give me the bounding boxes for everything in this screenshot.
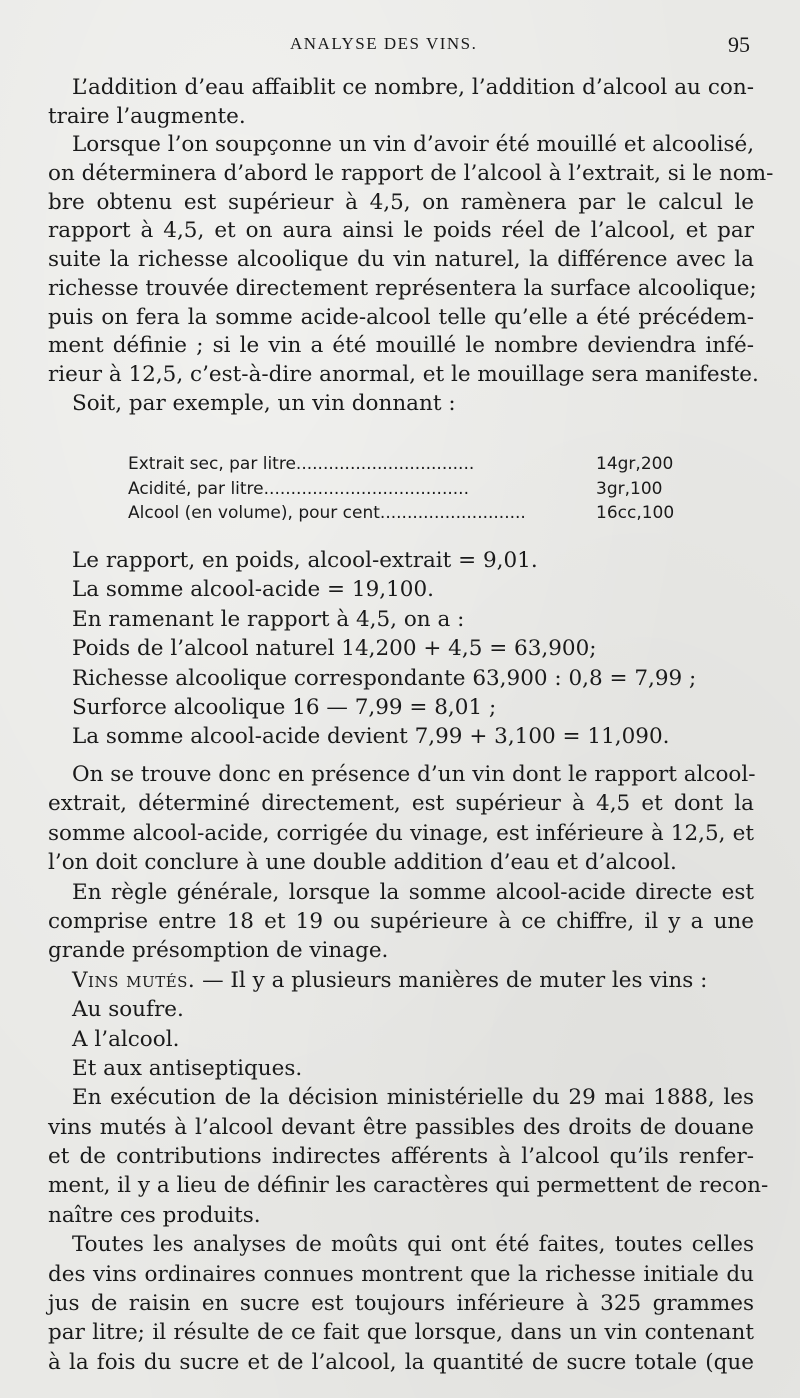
calc-line: En ramenant le rapport à 4,5, on a : (72, 606, 465, 632)
text-line: En exécution de la décision ministérielle du 29 mai 1888, les (72, 1085, 754, 1111)
text-line: L’addition d’eau affaiblit ce nombre, l’addition d’alcool au con- (72, 75, 754, 100)
text-line: Soit, par exemple, un vin donnant : (72, 390, 456, 416)
calc-line: La somme alcool-acide devient 7,99 + 3,100 = 11,090. (72, 724, 670, 750)
calc-line: Richesse alcoolique correspondante 63,900 : 0,8 = 7,99 ; (72, 665, 697, 691)
table-value: 14gr,200 (596, 454, 674, 474)
list-item: Et aux antiseptiques. (72, 1055, 303, 1081)
text-line: naître ces produits. (48, 1202, 261, 1228)
text-line (48, 966, 754, 995)
page-header (0, 34, 800, 62)
text-line: traire l’augmente. (48, 103, 246, 129)
text-block-bottom (48, 760, 769, 1377)
text-line: l’on doit conclure à une double addition d’eau et d’alcool. (48, 850, 677, 876)
calc-line: Le rapport, en poids, alcool-extrait = 9,01. (72, 548, 538, 573)
table-label: Acidité, par litre...................................... (128, 478, 469, 499)
table-row (128, 477, 688, 502)
table-row (128, 501, 688, 526)
calc-line: Surforce alcoolique 16 — 7,99 = 8,01 ; (72, 694, 497, 720)
list-item: Au soufre. (72, 997, 184, 1023)
calculation-block (48, 546, 754, 752)
text-line: richesse trouvée directement représentera la surface alcoolique; (48, 275, 757, 301)
table-row (128, 452, 688, 477)
text-line: et de contributions indirectes afférents à l’alcool qu’ils renfer- (48, 1144, 754, 1170)
text-block-top (48, 74, 774, 418)
text-line: rapport à 4,5, et on aura ainsi le poids réel de l’alcool, et par (48, 218, 754, 244)
table-label: Alcool (en volume), pour cent........................... (128, 503, 526, 523)
text-line: Toutes les analyses de moûts qui ont été faites, toutes celles (72, 1232, 754, 1258)
analysis-table (128, 452, 688, 526)
list-item: A l’alcool. (72, 1026, 180, 1052)
text-line: jus de raisin en sucre est toujours inférieure à 325 grammes (48, 1291, 754, 1317)
calc-line: La somme alcool-acide = 19,100. (72, 577, 434, 603)
text-line: des vins ordinaires connues montrent que la richesse initiale du (48, 1261, 754, 1287)
text-line: à la fois du sucre et de l’alcool, la quantité de sucre totale (que (48, 1349, 754, 1375)
text-line: Lorsque l’on soupçonne un vin d’avoir été mouillé et alcoolisé, (72, 132, 755, 158)
text-line: puis on fera la somme acide-alcool telle qu’elle a été précédem- (48, 304, 754, 330)
text-line: on déterminera d’abord le rapport de l’alcool à l’extrait, si le nom- (48, 161, 774, 187)
text-line: extrait, déterminé directement, est supérieur à 4,5 et dont la (48, 791, 754, 817)
table-label: Extrait sec, par litre................................. (128, 454, 475, 474)
text-line: On se trouve donc en présence d’un vin dont le rapport alcool- (72, 762, 756, 787)
text-line: vins mutés à l’alcool devant être passibles des droits de douane (48, 1114, 754, 1140)
text-line: ment, il y a lieu de définir les caractères qui permettent de recon- (48, 1173, 769, 1199)
text-line: somme alcool-acide, corrigée du vinage, est inférieure à 12,5, et (48, 820, 754, 846)
running-title: ANALYSE DES VINS. (290, 34, 478, 53)
text-line: rieur à 12,5, c’est-à-dire anormal, et le mouillage sera manifeste. (48, 361, 759, 387)
page-number: 95 (728, 32, 750, 57)
text-line: En règle générale, lorsque la somme alcool-acide directe est (72, 879, 754, 905)
text-line: par litre; il résulte de ce fait que lorsque, dans un vin contenant (48, 1320, 754, 1346)
text-line: grande présomption de vinage. (48, 938, 389, 964)
section-heading: Vins mutés. (72, 967, 196, 993)
text-line: bre obtenu est supérieur à 4,5, on ramènera par le calcul le (48, 189, 754, 215)
text-line: comprise entre 18 et 19 ou supérieure à ce chiffre, il y a une (48, 908, 754, 934)
section-intro: — Il y a plusieurs manières de muter les vins : (195, 967, 708, 993)
text-line: suite la richesse alcoolique du vin naturel, la différence avec la (48, 247, 754, 273)
calc-line: Poids de l’alcool naturel 14,200 + 4,5 = 63,900; (72, 636, 597, 662)
table-value: 16cc,100 (596, 503, 675, 523)
table-value: 3gr,100 (596, 478, 663, 499)
text-line: ment définie ; si le vin a été mouillé le nombre deviendra infé- (48, 333, 754, 359)
